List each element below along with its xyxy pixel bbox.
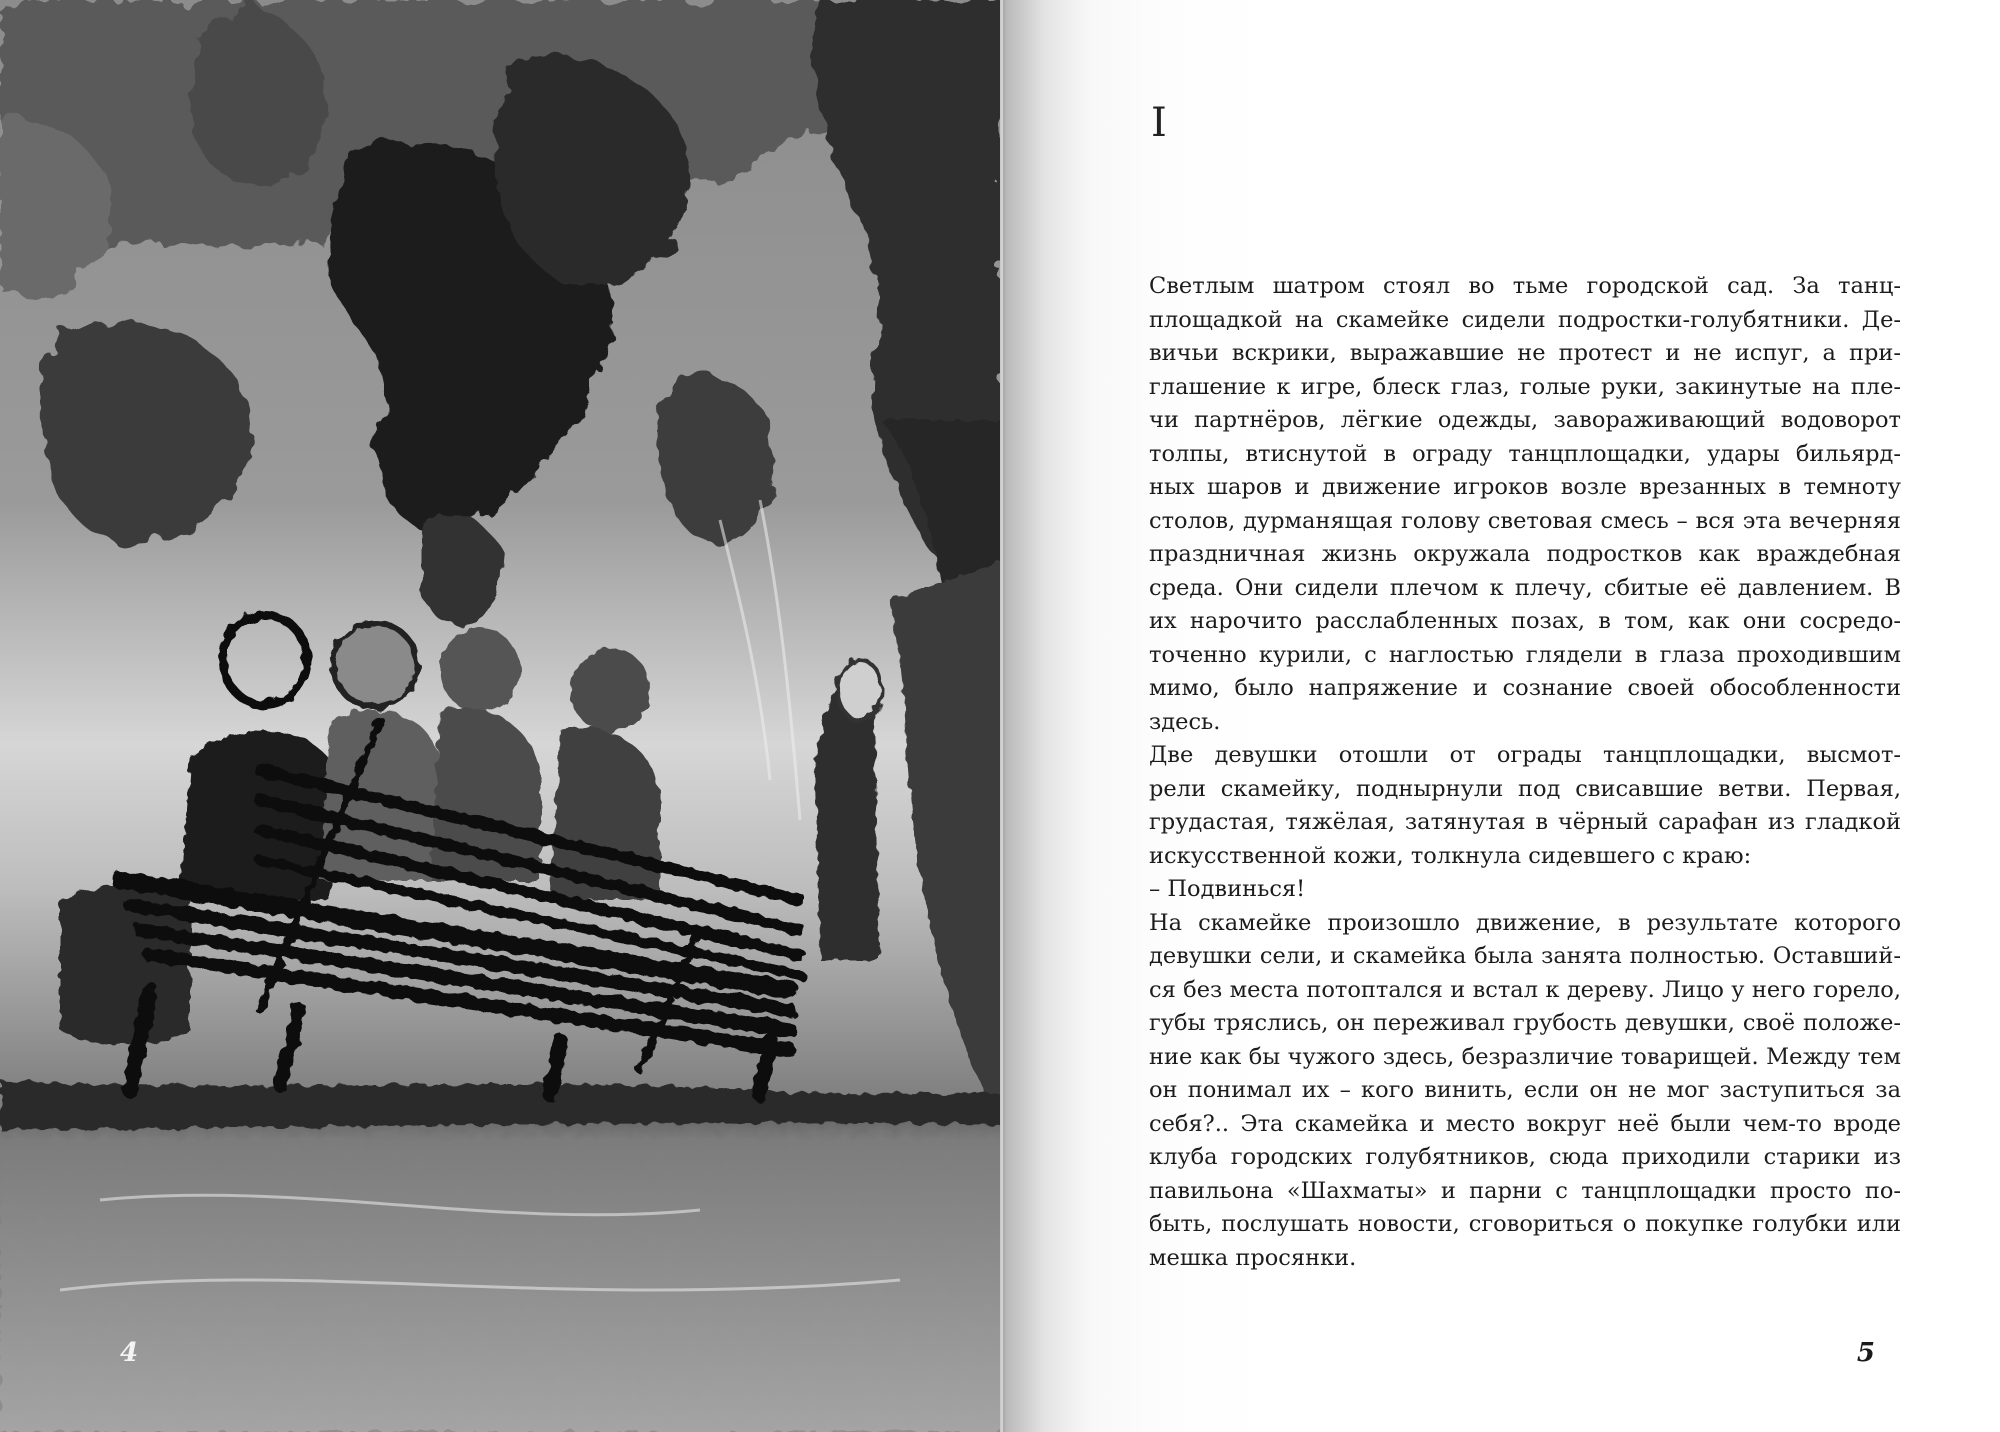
text-line: их нарочито расслабленных позах, в том, как они сосредо- xyxy=(1149,608,1901,634)
text-line: губы тряслись, он переживал грубость девушки, своё положе- xyxy=(1149,1010,1901,1036)
page-number-right: 5 xyxy=(1856,1338,1875,1368)
text-line: ных шаров и движение игроков возле врезанных в темноту xyxy=(1149,474,1901,500)
text-line: здесь. xyxy=(1149,708,1221,735)
text-line: девушки сели, и скамейка была занята полностью. Оставший- xyxy=(1149,943,1901,969)
text-line: грудастая, тяжёлая, затянутая в чёрный сарафан из гладкой xyxy=(1149,809,1901,835)
text-line: он понимал их – кого винить, если он не мог заступиться за xyxy=(1149,1077,1901,1103)
text-line: площадкой на скамейке сидели подростки-голубятники. Де- xyxy=(1149,306,1901,333)
text-line: ся без места потоптался и встал к дереву. Лицо у него горело, xyxy=(1149,976,1901,1003)
text-line: быть, послушать новости, сговориться о покупке голубки или xyxy=(1149,1211,1901,1237)
text-line: Две девушки отошли от ограды танцплощадки, высмот- xyxy=(1149,742,1901,768)
body-text xyxy=(1149,270,1901,1275)
text-line: искусственной кожи, толкнула сидевшего с краю: xyxy=(1149,842,1752,869)
page-number-left: 4 xyxy=(120,1338,139,1368)
text-line: На скамейке произошло движение, в результате которого xyxy=(1149,909,1901,936)
text-line: точенно курили, с наглостью глядели в глаза проходившим xyxy=(1149,641,1901,668)
text-line: столов, дурманящая голову световая смесь – вся эта вечерняя xyxy=(1149,507,1901,534)
chapter-number: I xyxy=(1151,100,1167,146)
text-line: мешка просянки. xyxy=(1149,1244,1357,1271)
text-line: ние как бы чужого здесь, безразличие товарищей. Между тем xyxy=(1149,1043,1901,1070)
text-line: вичьи вскрики, выражавшие не протест и не испуг, а при- xyxy=(1149,340,1901,366)
text-line: чи партнёров, лёгкие одежды, завораживающий водоворот xyxy=(1149,407,1901,433)
text-line: рели скамейку, поднырнули под свисавшие ветви. Первая, xyxy=(1149,775,1901,802)
gutter-shadow xyxy=(1003,0,1093,1432)
text-line: павильона «Шахматы» и парни с танцплощадки просто по- xyxy=(1149,1177,1901,1204)
text-line: себя?.. Эта скамейка и место вокруг неё были чем-то вроде xyxy=(1149,1110,1901,1137)
right-page xyxy=(1006,0,2000,1432)
text-line: толпы, втиснутой в ограду танцплощадки, удары бильярд- xyxy=(1149,440,1901,467)
text-line: – Подвинься! xyxy=(1149,876,1306,902)
text-line: глашение к игре, блеск глаз, голые руки, закинутые на пле- xyxy=(1149,373,1901,400)
text-line: клуба городских голубятников, сюда приходили старики из xyxy=(1149,1144,1901,1170)
text-line: среда. Они сидели плечом к плечу, сбитые её давлением. В xyxy=(1149,574,1901,601)
text-line: мимо, было напряжение и сознание своей обособленности xyxy=(1149,675,1901,701)
ground xyxy=(0,1080,1003,1432)
text-line: Светлым шатром стоял во тьме городской сад. За танц- xyxy=(1149,273,1901,299)
text-line: праздничная жизнь окружала подростков как враждебная xyxy=(1149,541,1901,567)
